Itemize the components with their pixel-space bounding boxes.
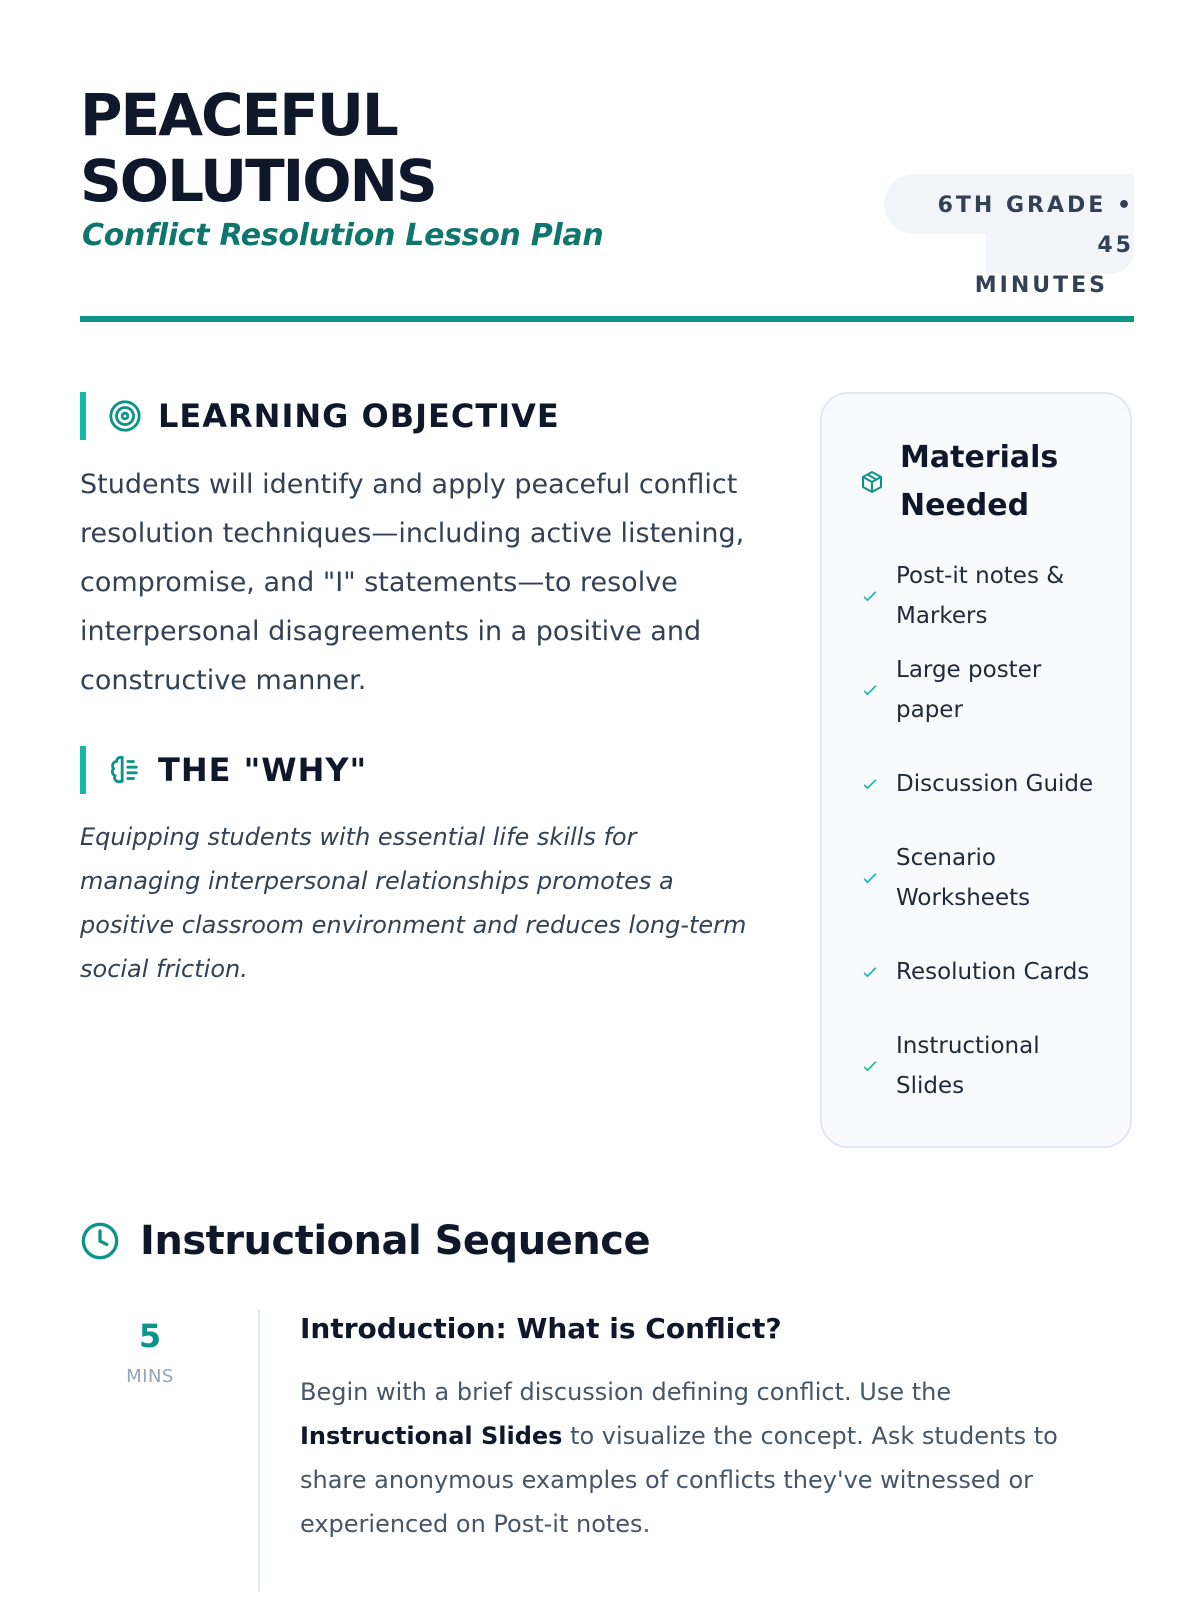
step-desc-text: Begin with a brief discussion defining conflict. Use the [300,1378,952,1406]
material-item-label: Large poster paper [896,657,1042,723]
page-subtitle: Conflict Resolution Lesson Plan [82,218,604,253]
page-title: PEACEFUL SOLUTIONS [80,81,436,215]
step-timeline-line [258,1310,260,1592]
step-title: Introduction: What is Conflict? [300,1312,782,1345]
step-duration [100,1314,200,1387]
objective-heading-label: LEARNING OBJECTIVE [158,397,560,435]
step-desc-text-cont: to visualize the concept. Ask students to share anonymous examples of conflicts they've witnessed or experienced on Post-it notes. [300,1422,1058,1538]
material-item [860,838,1110,918]
sequence-heading-label: Instructional Sequence [140,1218,651,1264]
material-item-label: Instructional Slides [896,1033,1040,1099]
sequence-heading [80,1218,650,1264]
why-heading-label: THE "WHY" [158,751,368,789]
materials-heading [860,434,1110,530]
material-item-label: Post-it notes & Markers [896,563,1065,629]
material-item [860,744,1110,824]
step-description [300,1370,1130,1546]
objective-text: Students will identify and apply peaceful conflict resolution techniques—including active listening, compromise, and "I" statements—to resolve interpersonal disagreements in a positive and constructive manner. [80,469,745,696]
grade-badge-line1: 6TH GRADE • 45 [937,193,1134,258]
material-item [860,650,1110,730]
material-item-label: Resolution Cards [896,959,1090,985]
header-divider [80,316,1134,322]
check-icon [860,774,880,794]
step-desc-highlight: Instructional Slides [300,1422,563,1450]
material-item-label: Scenario Worksheets [896,845,1031,911]
brain-icon [108,753,142,787]
target-icon [108,399,142,433]
material-item [860,932,1110,1012]
materials-list [860,556,1110,1120]
material-item-label: Discussion Guide [896,771,1094,797]
materials-card [820,392,1132,1148]
materials-heading-label: Materials Needed [900,440,1059,523]
objective-heading [80,392,560,440]
check-icon [860,868,880,888]
why-text: Equipping students with essential life skills for managing interpersonal relationships promotes a positive classroom environment and reduces long-term social friction. [80,823,747,983]
why-heading [80,746,367,794]
check-icon [860,586,880,606]
check-icon [860,680,880,700]
grade-badge-line2: MINUTES [974,273,1108,298]
step-duration-number: 5 [138,1317,162,1355]
check-icon [860,962,880,982]
clock-icon [80,1221,120,1261]
material-item [860,556,1110,636]
step-duration-unit: MINS [126,1366,174,1387]
check-icon [860,1056,880,1076]
grade-duration-badge [884,174,1134,298]
material-item [860,1026,1110,1106]
package-icon [860,470,884,494]
